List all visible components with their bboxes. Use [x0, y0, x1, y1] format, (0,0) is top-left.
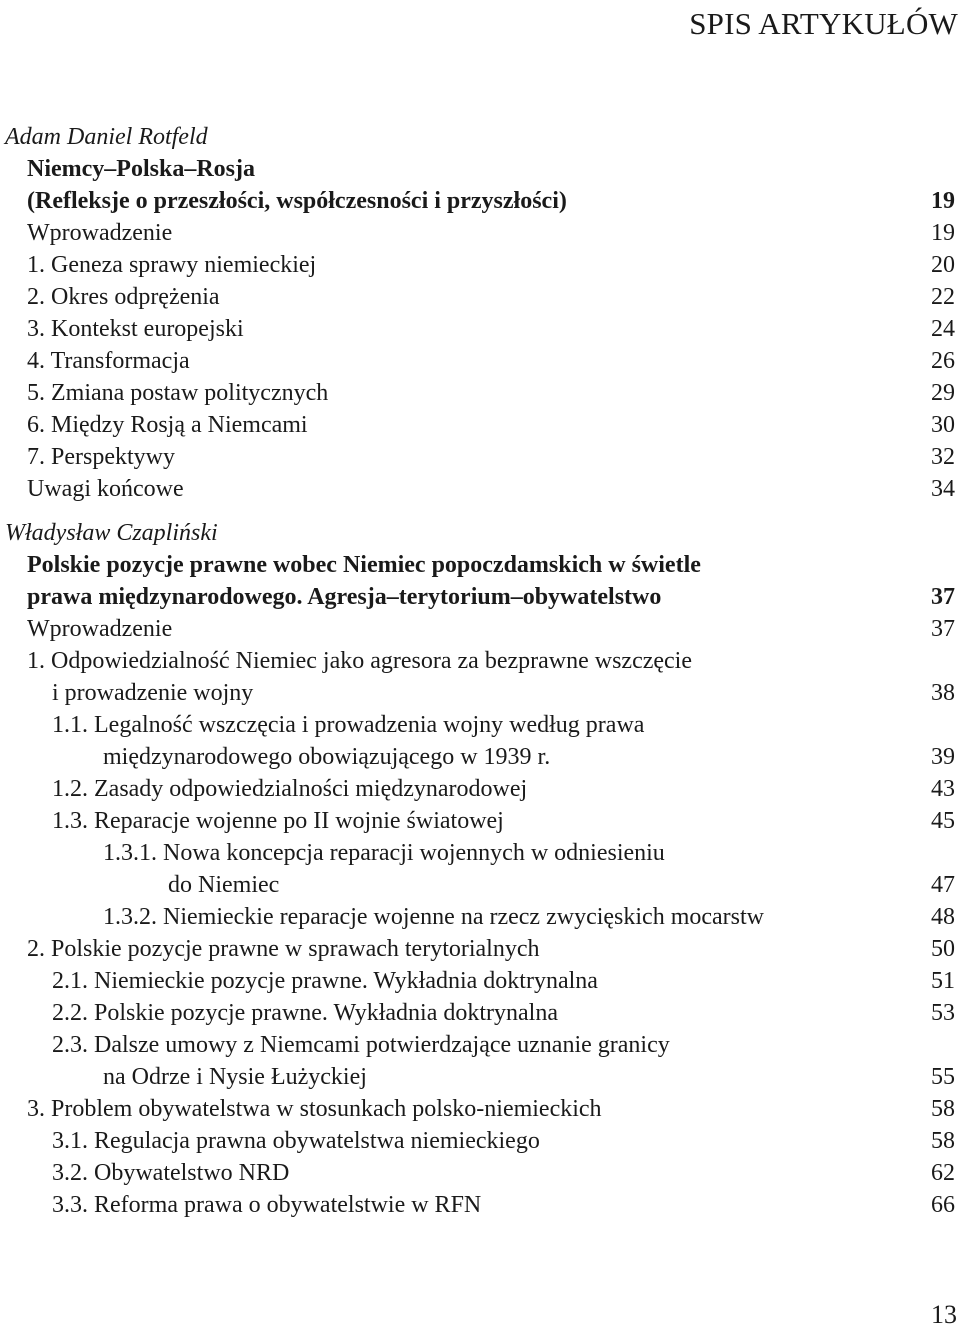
toc-page-number: 37 — [931, 584, 955, 610]
toc-page-number: 24 — [931, 316, 955, 342]
toc-entry — [0, 549, 960, 581]
toc-page-number: 45 — [931, 808, 955, 834]
toc-page-number: 50 — [931, 936, 955, 962]
toc-page-number: 48 — [931, 904, 955, 930]
toc-entry-title: 2.2. Polskie pozycje prawne. Wykładnia doktrynalna — [52, 1000, 558, 1026]
toc-page-number: 47 — [931, 872, 955, 898]
toc-entry-title: 1.3.2. Niemieckie reparacje wojenne na rzecz zwycięskich mocarstw — [103, 904, 765, 930]
toc-page-number: 51 — [931, 968, 955, 994]
toc-entry — [0, 409, 960, 441]
toc-page-number: 58 — [931, 1128, 955, 1154]
toc-entry — [0, 837, 960, 869]
toc-page-number: 34 — [931, 476, 955, 502]
toc-entry — [0, 933, 960, 965]
toc-page-number: 58 — [931, 1096, 955, 1122]
toc-entry-title: do Niemiec — [168, 872, 280, 898]
toc-page-number: 53 — [931, 1000, 955, 1026]
toc-entry — [0, 185, 960, 217]
toc-page-number: 20 — [931, 252, 955, 278]
toc-entry-title: Polskie pozycje prawne wobec Niemiec popoczdamskich w świetle — [27, 552, 701, 578]
toc-entry-title: na Odrze i Nysie Łużyckiej — [103, 1064, 367, 1090]
toc-page-number: 30 — [931, 412, 955, 438]
toc-entry — [0, 1125, 960, 1157]
toc-page-number: 37 — [931, 616, 955, 642]
toc-page-number: 29 — [931, 380, 955, 406]
toc-entry — [0, 1189, 960, 1221]
toc-entry-title: międzynarodowego obowiązującego w 1939 r. — [103, 744, 551, 770]
toc-entry — [0, 997, 960, 1029]
toc-entry — [0, 581, 960, 613]
toc-page-number: 66 — [931, 1192, 955, 1218]
page-title: SPIS ARTYKUŁÓW — [689, 6, 958, 41]
toc-entry — [0, 1029, 960, 1061]
toc-page-number: 38 — [931, 680, 955, 706]
toc-entry-title: Wprowadzenie — [27, 220, 173, 246]
toc-entry-title: 4. Transformacja — [27, 348, 190, 374]
toc-entry-title: 3.1. Regulacja prawna obywatelstwa niemieckiego — [52, 1128, 540, 1154]
toc-entry — [0, 377, 960, 409]
toc-entry-title: Uwagi końcowe — [27, 476, 184, 502]
toc-entry-title: 2.3. Dalsze umowy z Niemcami potwierdzające uznanie granicy — [52, 1032, 670, 1058]
toc-page-number: 55 — [931, 1064, 955, 1090]
toc-page-number: 19 — [931, 188, 955, 214]
toc-entry-title: 6. Między Rosją a Niemcami — [27, 412, 308, 438]
toc-entry-title: Władysław Czapliński — [5, 520, 218, 546]
toc-entry-title: 1.2. Zasady odpowiedzialności międzynarodowej — [52, 776, 528, 802]
toc-entry-title: (Refleksje o przeszłości, współczesności i przyszłości) — [27, 188, 567, 214]
toc-page-number: 32 — [931, 444, 955, 470]
toc-page-number: 43 — [931, 776, 955, 802]
toc-entry — [0, 153, 960, 185]
toc-entry — [0, 869, 960, 901]
toc-entry — [0, 441, 960, 473]
toc-page-number: 19 — [931, 220, 955, 246]
toc-entry-title: 5. Zmiana postaw politycznych — [27, 380, 329, 406]
toc-entry — [0, 1093, 960, 1125]
toc-entry-title: 3.3. Reforma prawa o obywatelstwie w RFN — [52, 1192, 482, 1218]
toc-entry-title: 1. Geneza sprawy niemieckiej — [27, 252, 317, 278]
toc-entry — [0, 773, 960, 805]
toc-entry-title: Adam Daniel Rotfeld — [5, 124, 208, 150]
toc-entry-title: 1.1. Legalność wszczęcia i prowadzenia wojny według prawa — [52, 712, 645, 738]
toc-entry — [0, 281, 960, 313]
toc-author — [0, 121, 960, 153]
toc-page-number: 26 — [931, 348, 955, 374]
toc-entry — [0, 965, 960, 997]
toc-entry — [0, 677, 960, 709]
toc-entry-title: Wprowadzenie — [27, 616, 173, 642]
toc-entry-title: i prowadzenie wojny — [52, 680, 254, 706]
toc-entry — [0, 901, 960, 933]
toc-entry — [0, 249, 960, 281]
toc-entry-title: 2. Okres odprężenia — [27, 284, 220, 310]
toc-entry-title: 1. Odpowiedzialność Niemiec jako agresora za bezprawne wszczęcie — [27, 648, 693, 674]
toc-entry — [0, 313, 960, 345]
toc-entry-title: 3.2. Obywatelstwo NRD — [52, 1160, 290, 1186]
toc-entry-title: 7. Perspektywy — [27, 444, 175, 470]
toc-entry — [0, 741, 960, 773]
toc-entry — [0, 217, 960, 249]
toc-entry — [0, 473, 960, 505]
toc-entry — [0, 805, 960, 837]
toc-entry-title: 3. Kontekst europejski — [27, 316, 244, 342]
toc-page-number: 62 — [931, 1160, 955, 1186]
toc-entry — [0, 645, 960, 677]
toc-entry — [0, 345, 960, 377]
toc-entry-title: 1.3.1. Nowa koncepcja reparacji wojennych w odniesieniu — [103, 840, 665, 866]
toc-page-number: 22 — [931, 284, 955, 310]
toc-entry — [0, 1157, 960, 1189]
toc-entry-title: 2.1. Niemieckie pozycje prawne. Wykładnia doktrynalna — [52, 968, 598, 994]
toc-entry-title: Niemcy–Polska–Rosja — [27, 156, 255, 182]
toc-author — [0, 517, 960, 549]
toc-entry — [0, 613, 960, 645]
toc-entry — [0, 1061, 960, 1093]
toc-entry — [0, 709, 960, 741]
toc-entry-title: 1.3. Reparacje wojenne po II wojnie światowej — [52, 808, 504, 834]
toc-page-number: 39 — [931, 744, 955, 770]
page-number: 13 — [931, 1300, 957, 1329]
toc-entry-title: prawa międzynarodowego. Agresja–terytorium–obywatelstwo — [27, 584, 662, 610]
toc-entry-title: 2. Polskie pozycje prawne w sprawach terytorialnych — [27, 936, 540, 962]
toc-entry-title: 3. Problem obywatelstwa w stosunkach polsko-niemieckich — [27, 1096, 602, 1122]
